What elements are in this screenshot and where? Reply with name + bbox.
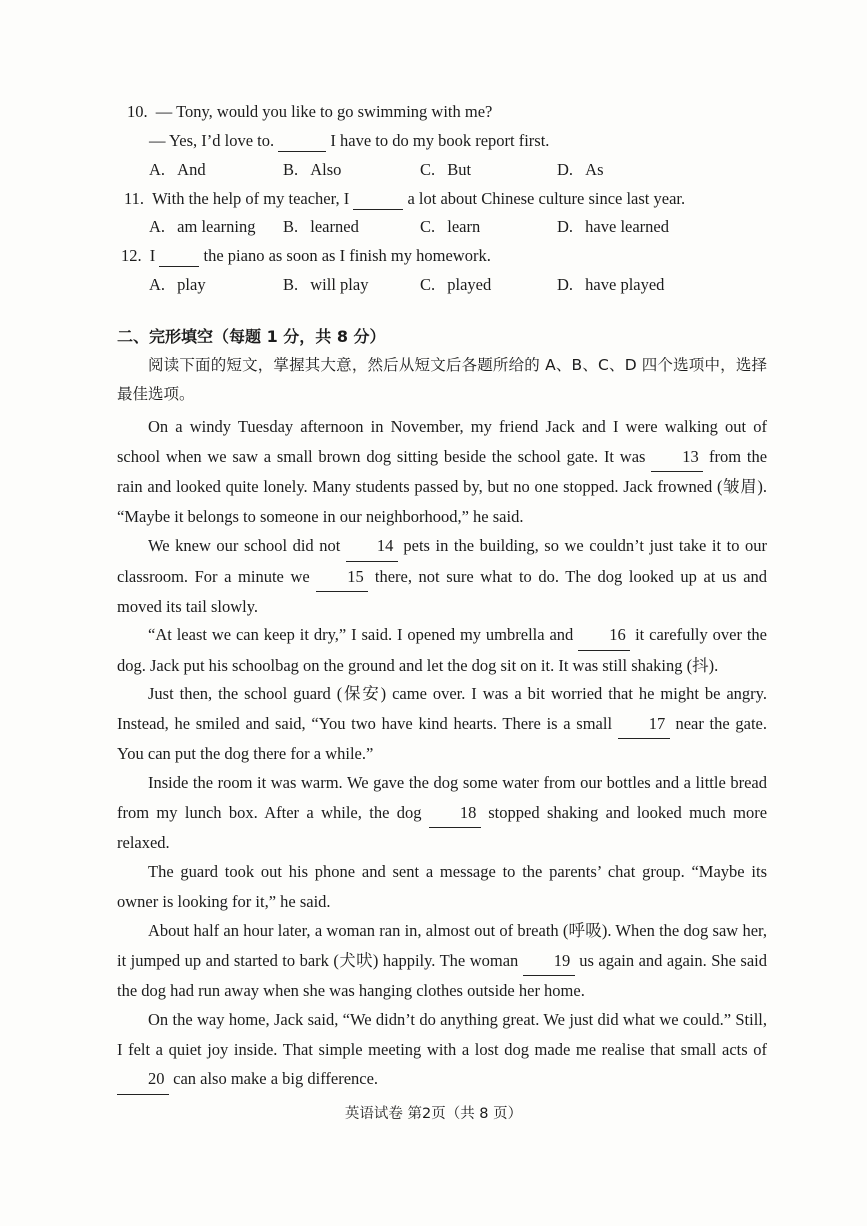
option-a[interactable]: A. am learning bbox=[149, 217, 256, 236]
q10-line1: — Tony, would you like to go swimming with me? bbox=[155, 102, 493, 121]
q10-response: — Yes, I’d love to. I have to do my book report first. bbox=[149, 131, 550, 150]
blank-14[interactable]: 14 bbox=[346, 531, 398, 562]
section-instruction: 阅读下面的短文，掌握其大意，然后从短文后各题所给的 A、B、C、D 四个选项中，选择最佳选项。 bbox=[117, 356, 767, 403]
answer-blank[interactable] bbox=[159, 246, 199, 267]
q11-stem: 11. With the help of my teacher, I a lot about Chinese culture since last year. bbox=[124, 189, 686, 208]
answer-blank[interactable] bbox=[353, 189, 403, 210]
passage-paragraph-8: On the way home, Jack said, “We didn’t do anything great. We just did what we could.” Still, I felt a quiet joy inside. That simple meeting with a lost dog made me realise that small acts of 20 can also make a big difference. bbox=[117, 1005, 767, 1095]
question-number: 10. bbox=[127, 102, 148, 121]
blank-15[interactable]: 15 bbox=[316, 562, 368, 593]
option-c[interactable]: C. But bbox=[420, 160, 472, 179]
option-b[interactable]: B. will play bbox=[283, 275, 369, 294]
option-c[interactable]: C. learn bbox=[420, 217, 481, 236]
page-footer: 英语试卷 第2页（共 8 页） bbox=[344, 1106, 523, 1122]
blank-16[interactable]: 16 bbox=[578, 620, 630, 651]
q10-stem bbox=[127, 102, 492, 122]
option-a[interactable]: A. And bbox=[149, 160, 206, 179]
question-number: 11. bbox=[124, 189, 145, 208]
section-heading: 二、完形填空（每题 1 分，共 8 分） bbox=[117, 327, 386, 346]
option-d[interactable]: D. have played bbox=[557, 275, 665, 294]
blank-19[interactable]: 19 bbox=[523, 946, 575, 977]
blank-17[interactable]: 17 bbox=[618, 709, 670, 740]
answer-blank[interactable] bbox=[278, 131, 326, 152]
option-d[interactable]: D. have learned bbox=[557, 217, 669, 236]
passage-paragraph-3: “At least we can keep it dry,” I said. I opened my umbrella and 16 it carefully over the dog. Jack put his schoolbag on the ground and let the dog sit on it. It was still shaking (抖). bbox=[117, 620, 767, 680]
blank-13[interactable]: 13 bbox=[651, 442, 703, 473]
option-a[interactable]: A. play bbox=[149, 275, 206, 294]
passage-paragraph-2: We knew our school did not 14 pets in the building, so we couldn’t just take it to our classroom. For a minute we 15 there, not sure what to do. The dog looked up at us and moved its tail slowly. bbox=[117, 531, 767, 622]
passage-paragraph-1: On a windy Tuesday afternoon in November, my friend Jack and I were walking out of school when we saw a small brown dog sitting beside the school gate. It was 13 from the rain and looked quite lonely. Many students passed by, but no one stopped. Jack frowned (皱眉). “Maybe it belongs to someone in our neighborhood,” he said. bbox=[117, 417, 768, 526]
blank-20[interactable]: 20 bbox=[117, 1064, 169, 1095]
option-b[interactable]: B. learned bbox=[283, 217, 359, 236]
passage-paragraph-5: Inside the room it was warm. We gave the dog some water from our bottles and a little bread from my lunch box. After a while, the dog 18 stopped shaking and looked much more relaxed. bbox=[117, 773, 768, 852]
option-b[interactable]: B. Also bbox=[283, 160, 342, 179]
q12-stem: 12. I the piano as soon as I finish my homework. bbox=[121, 246, 491, 265]
option-c[interactable]: C. played bbox=[420, 275, 492, 294]
passage-paragraph-4: Just then, the school guard (保安) came over. I was a bit worried that he might be angry. Instead, he smiled and said, “You two have kind hearts. There is a small 17 near the gate. You can put the dog there for a while.” bbox=[117, 684, 768, 763]
passage-paragraph-7: About half an hour later, a woman ran in, almost out of breath (呼吸). When the dog saw her, it jumped up and started to bark (犬吠) happily. The woman 19 us again and again. She said the dog had run away when she was hanging clothes outside her home. bbox=[117, 921, 767, 1000]
option-d[interactable]: D. As bbox=[557, 160, 604, 179]
question-number: 12. bbox=[121, 246, 142, 265]
passage-paragraph-6: The guard took out his phone and sent a message to the parents’ chat group. “Maybe its owner is looking for it,” he said. bbox=[117, 862, 767, 911]
blank-18[interactable]: 18 bbox=[429, 798, 481, 829]
